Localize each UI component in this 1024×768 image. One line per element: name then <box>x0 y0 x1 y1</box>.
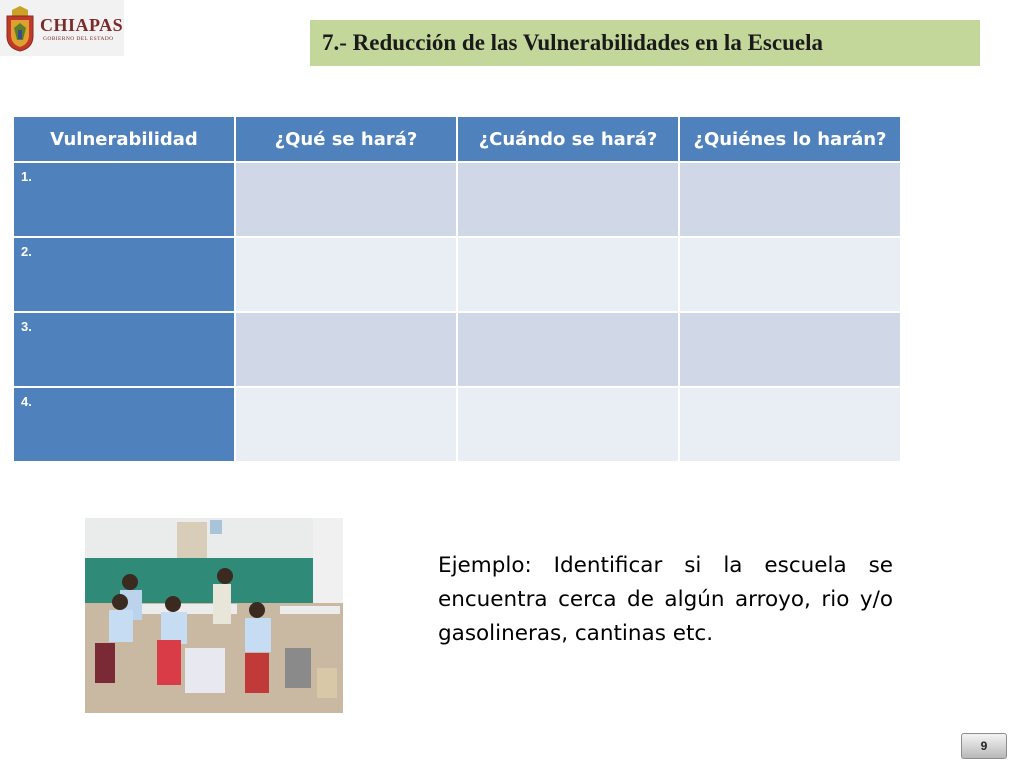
table-cell[interactable] <box>235 162 457 237</box>
row-number[interactable]: 3. <box>13 312 235 387</box>
example-paragraph: Ejemplo: Identificar si la escuela se encuentra cerca de algún arroyo, rio y/o gasolineras, cantinas etc. <box>438 553 893 646</box>
table-cell[interactable] <box>679 162 901 237</box>
table-cell[interactable] <box>679 312 901 387</box>
table-cell[interactable] <box>457 162 679 237</box>
classroom-photo <box>85 518 343 713</box>
row-number[interactable]: 2. <box>13 237 235 312</box>
table-cell[interactable] <box>457 237 679 312</box>
logo-name: CHIAPAS <box>40 14 124 35</box>
table-cell[interactable] <box>457 312 679 387</box>
logo-subtitle: GOBIERNO DEL ESTADO <box>43 35 114 42</box>
page-number: 9 <box>961 733 1007 759</box>
coat-of-arms-icon <box>4 4 36 52</box>
header-cuando-se-hara: ¿Cuándo se hará? <box>457 116 679 162</box>
header-vulnerabilidad: Vulnerabilidad <box>13 116 235 162</box>
table-header-row <box>13 116 901 162</box>
table-cell[interactable] <box>235 387 457 462</box>
header-quienes-lo-haran: ¿Quiénes lo harán? <box>679 116 901 162</box>
table-cell[interactable] <box>235 237 457 312</box>
title-bar <box>310 20 980 66</box>
table-cell[interactable] <box>679 387 901 462</box>
table-cell[interactable] <box>457 387 679 462</box>
chiapas-logo <box>0 0 124 56</box>
row-number[interactable]: 1. <box>13 162 235 237</box>
table-row <box>13 387 901 462</box>
header-que-se-hara: ¿Qué se hará? <box>235 116 457 162</box>
table-cell[interactable] <box>235 312 457 387</box>
vulnerability-table <box>12 115 902 463</box>
row-number[interactable]: 4. <box>13 387 235 462</box>
page-title: 7.- Reducción de las Vulnerabilidades en la Escuela <box>322 30 823 55</box>
table-cell[interactable] <box>679 237 901 312</box>
table-row <box>13 312 901 387</box>
table-row <box>13 162 901 237</box>
table-row <box>13 237 901 312</box>
